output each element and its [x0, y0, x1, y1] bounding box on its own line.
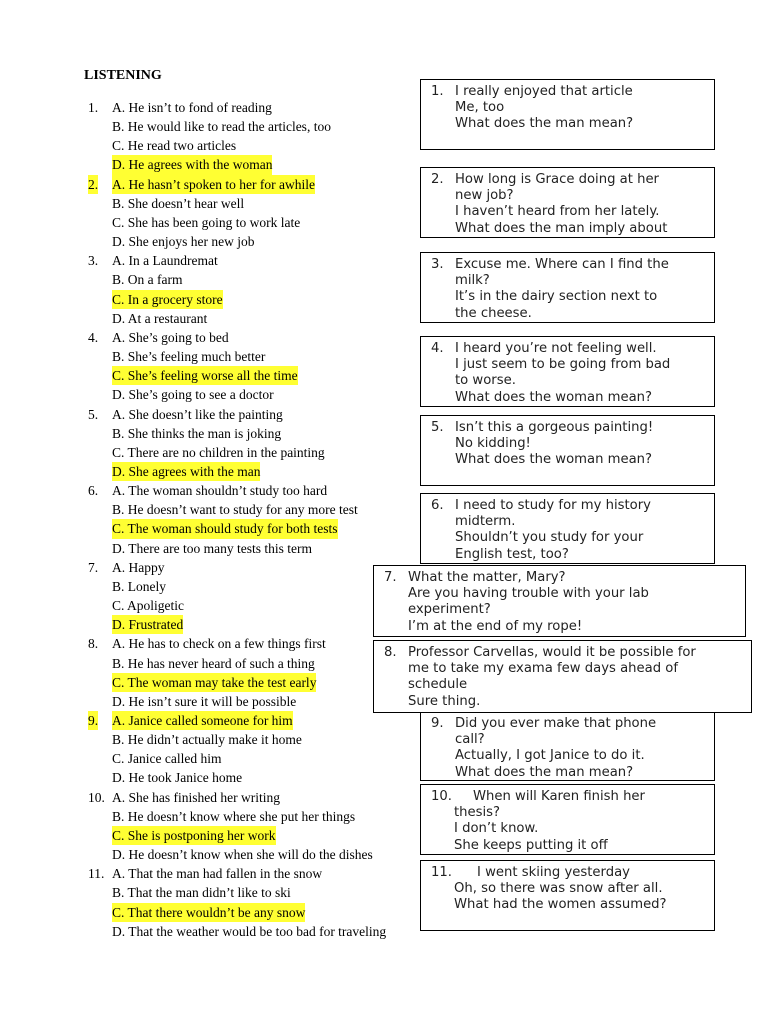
highlighted-answer: D. He agrees with the woman [112, 155, 272, 174]
question-number: 5. [88, 406, 99, 422]
question-9-option [0, 768, 440, 787]
transcript-number: 5. [431, 420, 444, 435]
transcript-line: me to take my exama few days ahead of [408, 661, 678, 677]
highlighted-answer: C. She’s feeling worse all the time [112, 366, 298, 385]
transcript-line: I don’t know. [454, 821, 539, 837]
question-11-option [0, 883, 440, 902]
transcript-line: experiment? [408, 602, 491, 618]
question-10-option [0, 788, 440, 807]
transcript-line: Excuse me. Where can I find the [455, 257, 669, 272]
highlighted-answer: A. He hasn’t spoken to her for awhile [112, 175, 315, 194]
question-3-option [0, 270, 440, 289]
question-3-option [0, 290, 440, 309]
transcript-number: 11. [431, 865, 452, 880]
transcript-line: Shouldn’t you study for your [455, 530, 644, 546]
highlighted-answer: C. The woman may take the test early [112, 673, 316, 692]
answer-option: D. He took Janice home [112, 770, 243, 786]
question-10-option [0, 807, 440, 826]
question-4-option [0, 347, 440, 366]
answer-option: B. He has never heard of such a thing [112, 655, 315, 671]
question-5-option [0, 462, 440, 481]
answer-option: B. That the man didn’t like to ski [112, 885, 291, 901]
question-number: 2. [88, 175, 98, 194]
transcript-line: Did you ever make that phone [455, 716, 657, 731]
transcript-box-2 [420, 167, 715, 238]
transcript-line: new job? [455, 188, 514, 204]
answer-option: A. The woman shouldn’t study too hard [112, 483, 328, 499]
highlighted-answer: A. Janice called someone for him [112, 711, 293, 730]
question-4-option [0, 385, 440, 404]
transcript-line: I’m at the end of my rope! [408, 618, 583, 634]
transcript-line: schedule [408, 677, 468, 693]
transcript-line: When will Karen finish her [473, 789, 645, 804]
transcript-line: I really enjoyed that article [455, 84, 633, 99]
question-number: 4. [88, 329, 99, 345]
question-5-option [0, 405, 440, 424]
transcript-box-4 [420, 336, 715, 407]
answer-option: D. At a restaurant [112, 310, 208, 326]
question-3-option [0, 309, 440, 328]
transcript-number: 4. [431, 341, 444, 356]
question-number: 9. [88, 711, 98, 730]
answer-option: A. She has finished her writing [112, 789, 280, 805]
transcript-line: milk? [455, 273, 490, 289]
transcript-line: I heard you’re not feeling well. [455, 341, 657, 356]
transcript-line: midterm. [455, 514, 516, 530]
question-6-option [0, 500, 440, 519]
transcript-line: What does the man mean? [455, 764, 634, 780]
question-6-option [0, 519, 440, 538]
transcript-number: 10. [431, 789, 452, 804]
transcript-box-10 [420, 784, 715, 855]
transcript-line: Oh, so there was snow after all. [454, 881, 663, 897]
answer-option: C. Apoligetic [112, 598, 184, 614]
answer-option: C. He read two articles [112, 138, 237, 154]
transcript-line: Actually, I got Janice to do it. [455, 748, 645, 764]
answer-option: D. He doesn’t know when she will do the dishes [112, 847, 373, 863]
answer-option: C. There are no children in the painting [112, 444, 325, 460]
answer-option: C. Janice called him [112, 751, 222, 767]
question-9-option [0, 749, 440, 768]
answer-option: B. He didn’t actually make it home [112, 732, 302, 748]
transcript-box-6 [420, 493, 715, 564]
question-4-option [0, 366, 440, 385]
transcript-line: What does the woman mean? [455, 452, 653, 468]
transcript-line: Isn’t this a gorgeous painting! [455, 420, 654, 435]
question-2-option [0, 194, 440, 213]
highlighted-answer: C. That there wouldn’t be any snow [112, 903, 305, 922]
transcript-line: I haven’t heard from her lately. [455, 204, 660, 220]
transcript-line: How long is Grace doing at her [455, 172, 659, 187]
question-number: 11. [88, 866, 105, 882]
highlighted-answer: D. She agrees with the man [112, 462, 260, 481]
answer-option: B. On a farm [112, 272, 183, 288]
transcript-line: I just seem to be going from bad [455, 357, 671, 373]
transcript-line: English test, too? [455, 546, 569, 562]
question-2-option [0, 175, 440, 194]
highlighted-answer: C. In a grocery store [112, 290, 223, 309]
transcript-line: What does the man imply about [455, 220, 668, 236]
transcript-number: 2. [431, 172, 444, 187]
answer-option: A. She’s going to bed [112, 329, 229, 345]
transcript-line: thesis? [454, 805, 501, 821]
question-4-option [0, 328, 440, 347]
question-2-option [0, 213, 440, 232]
transcript-line: I need to study for my history [455, 498, 651, 513]
question-number: 7. [88, 559, 99, 575]
transcript-box-8 [373, 640, 752, 713]
question-2-option [0, 232, 440, 251]
question-number: 6. [88, 483, 99, 499]
question-9-option [0, 730, 440, 749]
transcript-number: 8. [384, 645, 397, 660]
question-11-option [0, 903, 440, 922]
transcript-line: Sure thing. [408, 693, 481, 709]
transcript-line: I went skiing yesterday [477, 865, 630, 880]
answer-option: B. She doesn’t hear well [112, 195, 245, 211]
question-11-option [0, 864, 440, 883]
question-10-option [0, 826, 440, 845]
answer-option: D. There are too many tests this term [112, 540, 312, 556]
question-9-option [0, 711, 440, 730]
transcript-number: 6. [431, 498, 444, 513]
question-3-option [0, 251, 440, 270]
question-list [0, 98, 440, 941]
transcript-box-3 [420, 252, 715, 323]
transcript-line: to worse. [455, 373, 516, 389]
page-title: LISTENING [84, 68, 162, 83]
question-5-option [0, 424, 440, 443]
answer-option: B. Lonely [112, 578, 166, 594]
question-1-option [0, 98, 440, 117]
answer-option: B. She thinks the man is joking [112, 425, 282, 441]
answer-option: D. He isn’t sure it will be possible [112, 693, 297, 709]
answer-option: B. She’s feeling much better [112, 349, 266, 365]
question-1-option [0, 155, 440, 174]
transcript-line: What does the woman mean? [455, 389, 653, 405]
question-1-option [0, 117, 440, 136]
answer-option: D. She’s going to see a doctor [112, 387, 274, 403]
question-number: 10. [88, 789, 105, 805]
transcript-number: 1. [431, 84, 444, 99]
transcript-line: No kidding! [455, 436, 531, 452]
question-5-option [0, 443, 440, 462]
transcript-box-11 [420, 860, 715, 931]
transcript-number: 3. [431, 257, 444, 272]
highlighted-answer: C. The woman should study for both tests [112, 519, 338, 538]
question-10-option [0, 845, 440, 864]
transcript-line: It’s in the dairy section next to [455, 289, 658, 305]
answer-option: D. She enjoys her new job [112, 234, 255, 250]
answer-option: A. He has to check on a few things first [112, 636, 326, 652]
transcript-line: What had the women assumed? [454, 897, 667, 913]
transcript-number: 7. [384, 570, 397, 585]
question-number: 8. [88, 636, 99, 652]
answer-option: A. That the man had fallen in the snow [112, 866, 323, 882]
answer-option: A. She doesn’t like the painting [112, 406, 283, 422]
highlighted-answer: D. Frustrated [112, 615, 183, 634]
transcript-box-7 [373, 565, 746, 637]
answer-option: D. That the weather would be too bad for traveling [112, 923, 387, 939]
question-6-option [0, 481, 440, 500]
answer-option: C. She has been going to work late [112, 214, 301, 230]
question-number: 1. [88, 100, 99, 115]
transcript-box-5 [420, 415, 715, 486]
transcript-line: What does the man mean? [455, 116, 634, 132]
transcript-box-9 [420, 705, 715, 781]
answer-option: B. He would like to read the articles, too [112, 119, 331, 135]
question-number: 3. [88, 253, 99, 269]
question-11-option [0, 922, 440, 941]
answer-option: A. In a Laundremat [112, 253, 218, 269]
transcript-line: Are you having trouble with your lab [408, 586, 649, 602]
transcript-line: What the matter, Mary? [408, 570, 566, 585]
transcript-number: 9. [431, 716, 444, 731]
transcript-line: Me, too [455, 100, 505, 116]
highlighted-answer: C. She is postponing her work [112, 826, 276, 845]
answer-option: A. He isn’t to fond of reading [112, 100, 272, 115]
transcript-line: call? [455, 732, 485, 748]
transcript-line: the cheese. [455, 305, 532, 321]
transcript-box-1 [420, 79, 715, 150]
answer-option: A. Happy [112, 559, 165, 575]
answer-option: B. He doesn’t want to study for any more test [112, 502, 358, 518]
transcript-line: She keeps putting it off [454, 837, 608, 853]
transcript-line: Professor Carvellas, would it be possible for [408, 645, 696, 660]
question-1-option [0, 136, 440, 155]
answer-option: B. He doesn’t know where she put her things [112, 808, 356, 824]
question-6-option [0, 539, 440, 558]
